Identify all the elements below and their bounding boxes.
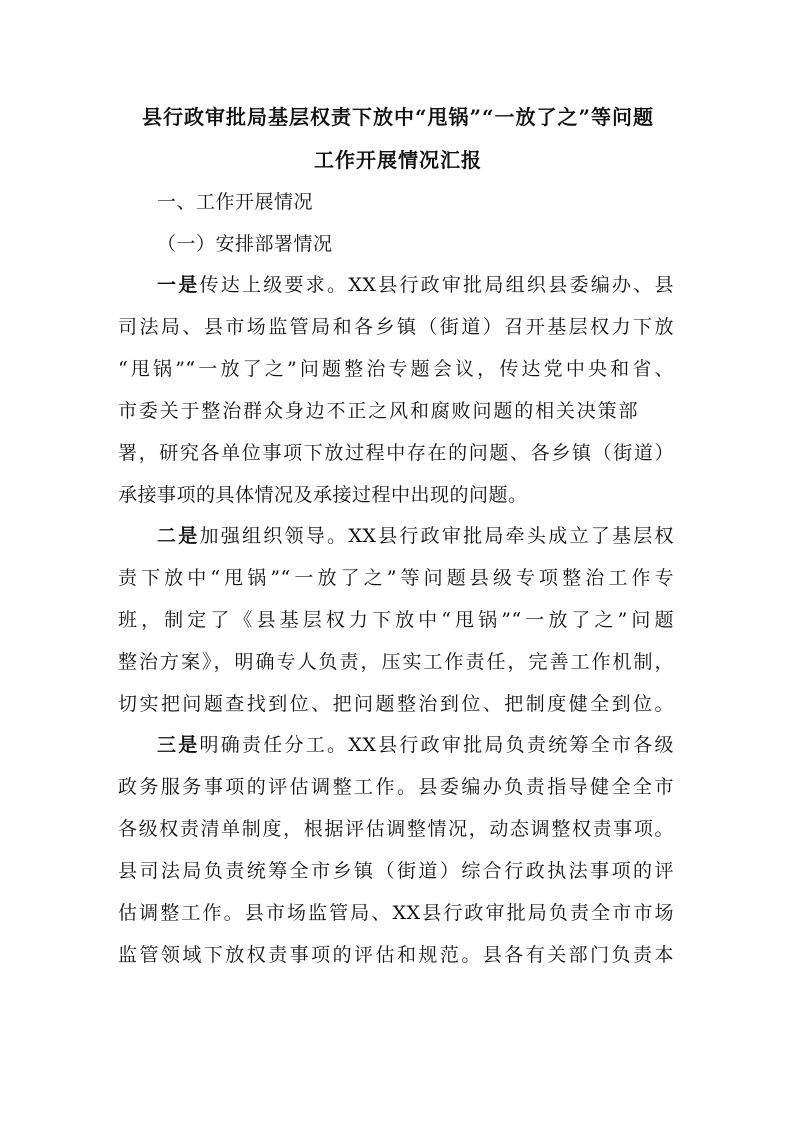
paragraph-1-line-6: 承接事项的具体情况及承接过程中出现的问题。: [118, 484, 528, 506]
paragraph-3-line-5: 估调整工作。县市场监管局、XX县行政审批局负责全市市场: [118, 902, 674, 924]
paragraph-2-line-2: 责下放中“甩锅”“一放了之”等问题县级专项整治工作专: [118, 567, 674, 589]
paragraph-3-text: 明确责任分工。XX县行政审批局负责统筹全市各级: [199, 734, 674, 756]
paragraph-2-lead: 二是: [157, 525, 200, 547]
paragraph-1-line-4: 市委关于整治群众身边不正之风和腐败问题的相关决策部: [118, 400, 638, 422]
section-heading: 一、工作开展情况: [157, 191, 314, 213]
paragraph-1-line-5: 署，研究各单位事项下放过程中存在的问题、各乡镇（街道）: [118, 442, 674, 464]
paragraph-3-line-2: 政务服务事项的评估调整工作。县委编办负责指导健全全市: [118, 776, 674, 798]
paragraph-2-line-5: 切实把问题查找到位、把问题整治到位、把制度健全到位。: [118, 693, 674, 715]
paragraph-1-line-2: 司法局、县市场监管局和各乡镇（街道）召开基层权力下放: [118, 316, 674, 338]
paragraph-3-line-1: [157, 731, 674, 759]
paragraph-2-line-1: [157, 522, 674, 550]
paragraph-1-line-1: [157, 271, 674, 299]
paragraph-3-line-6: 监管领域下放权责事项的评估和规范。县各有关部门负责本: [118, 944, 674, 966]
document-title-line-2: 工作开展情况汇报: [314, 148, 482, 172]
paragraph-1-text: 传达上级要求。XX县行政审批局组织县委编办、县: [199, 274, 674, 296]
subsection-heading: （一）安排部署情况: [157, 233, 333, 255]
paragraph-3-line-3: 各级权责清单制度，根据评估调整情况，动态调整权责事项。: [118, 818, 674, 840]
paragraph-2-text: 加强组织领导。XX县行政审批局牵头成立了基层权: [199, 525, 674, 547]
paragraph-1-lead: 一是: [157, 274, 200, 296]
paragraph-2-line-4: 整治方案》，明确专人负责，压实工作责任，完善工作机制，: [118, 651, 674, 673]
paragraph-3-line-4: 县司法局负责统筹全市乡镇（街道）综合行政执法事项的评: [118, 860, 674, 882]
paragraph-1-line-3: “甩锅”“一放了之”问题整治专题会议，传达党中央和省、: [118, 358, 674, 380]
paragraph-2-line-3: 班，制定了《县基层权力下放中“甩锅”“一放了之”问题: [118, 609, 674, 631]
paragraph-3-lead: 三是: [157, 734, 200, 756]
document-title-line-1: 县行政审批局基层权责下放中“甩锅”“一放了之”等问题: [141, 105, 654, 129]
